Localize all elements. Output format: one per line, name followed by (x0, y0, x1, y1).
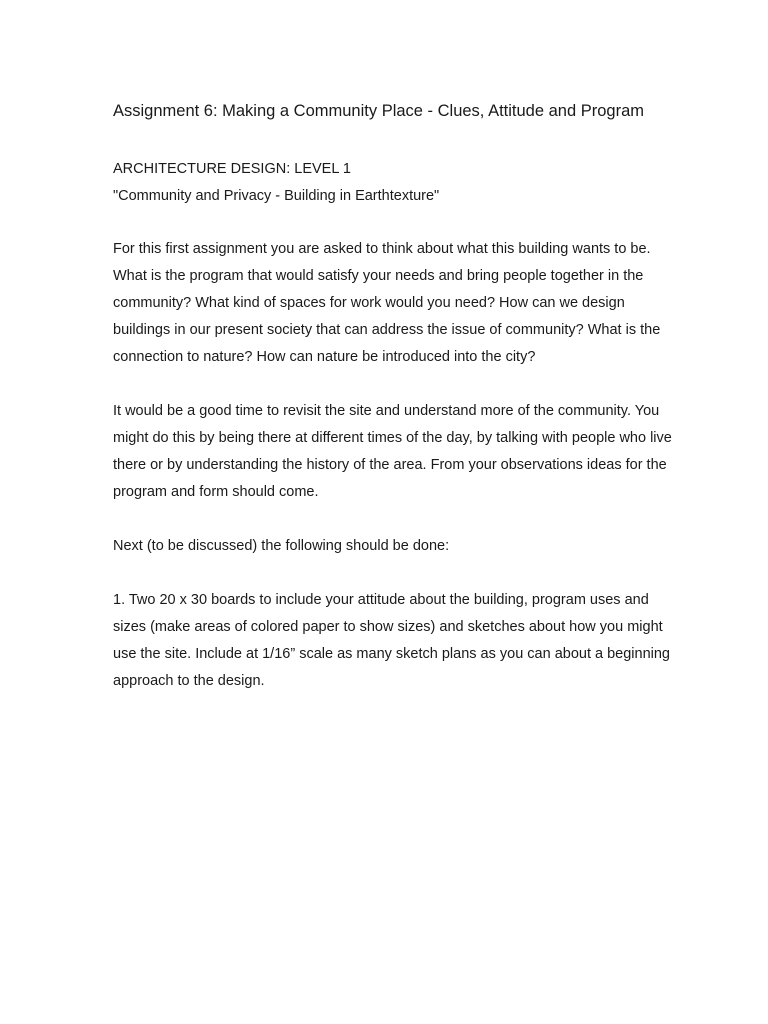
document-title: Assignment 6: Making a Community Place - Clues, Attitude and Program (113, 102, 644, 120)
paragraph-boards-requirement: 1. Two 20 x 30 boards to include your attitude about the building, program uses and sizes (make areas of colored paper to show sizes) and sketches about how you might use the site. Include at 1/16” scale as many sketch plans as you can about a beginning approach to the design. (113, 592, 670, 689)
course-level: ARCHITECTURE DESIGN: LEVEL 1 (113, 161, 351, 177)
paragraph-program-questions: For this first assignment you are asked to think about what this building wants to be. What is the program that would satisfy your needs and bring people together in the community? What kind of spaces for work would you need? How can we design buildings in our present society that can address the issue of community? What is the connection to nature? How can nature be introduced into the city? (113, 241, 661, 365)
course-subtitle: "Community and Privacy - Building in Earthtexture" (113, 188, 440, 204)
paragraph-site-visit: It would be a good time to revisit the site and understand more of the community. You might do this by being there at different times of the day, by talking with people who live there or by understanding the history of the area. From your observations ideas for the program and form should come. (113, 403, 672, 500)
course-header (113, 156, 673, 210)
document-page (113, 96, 673, 695)
paragraph-next-steps: Next (to be discussed) the following should be done: (113, 538, 450, 554)
